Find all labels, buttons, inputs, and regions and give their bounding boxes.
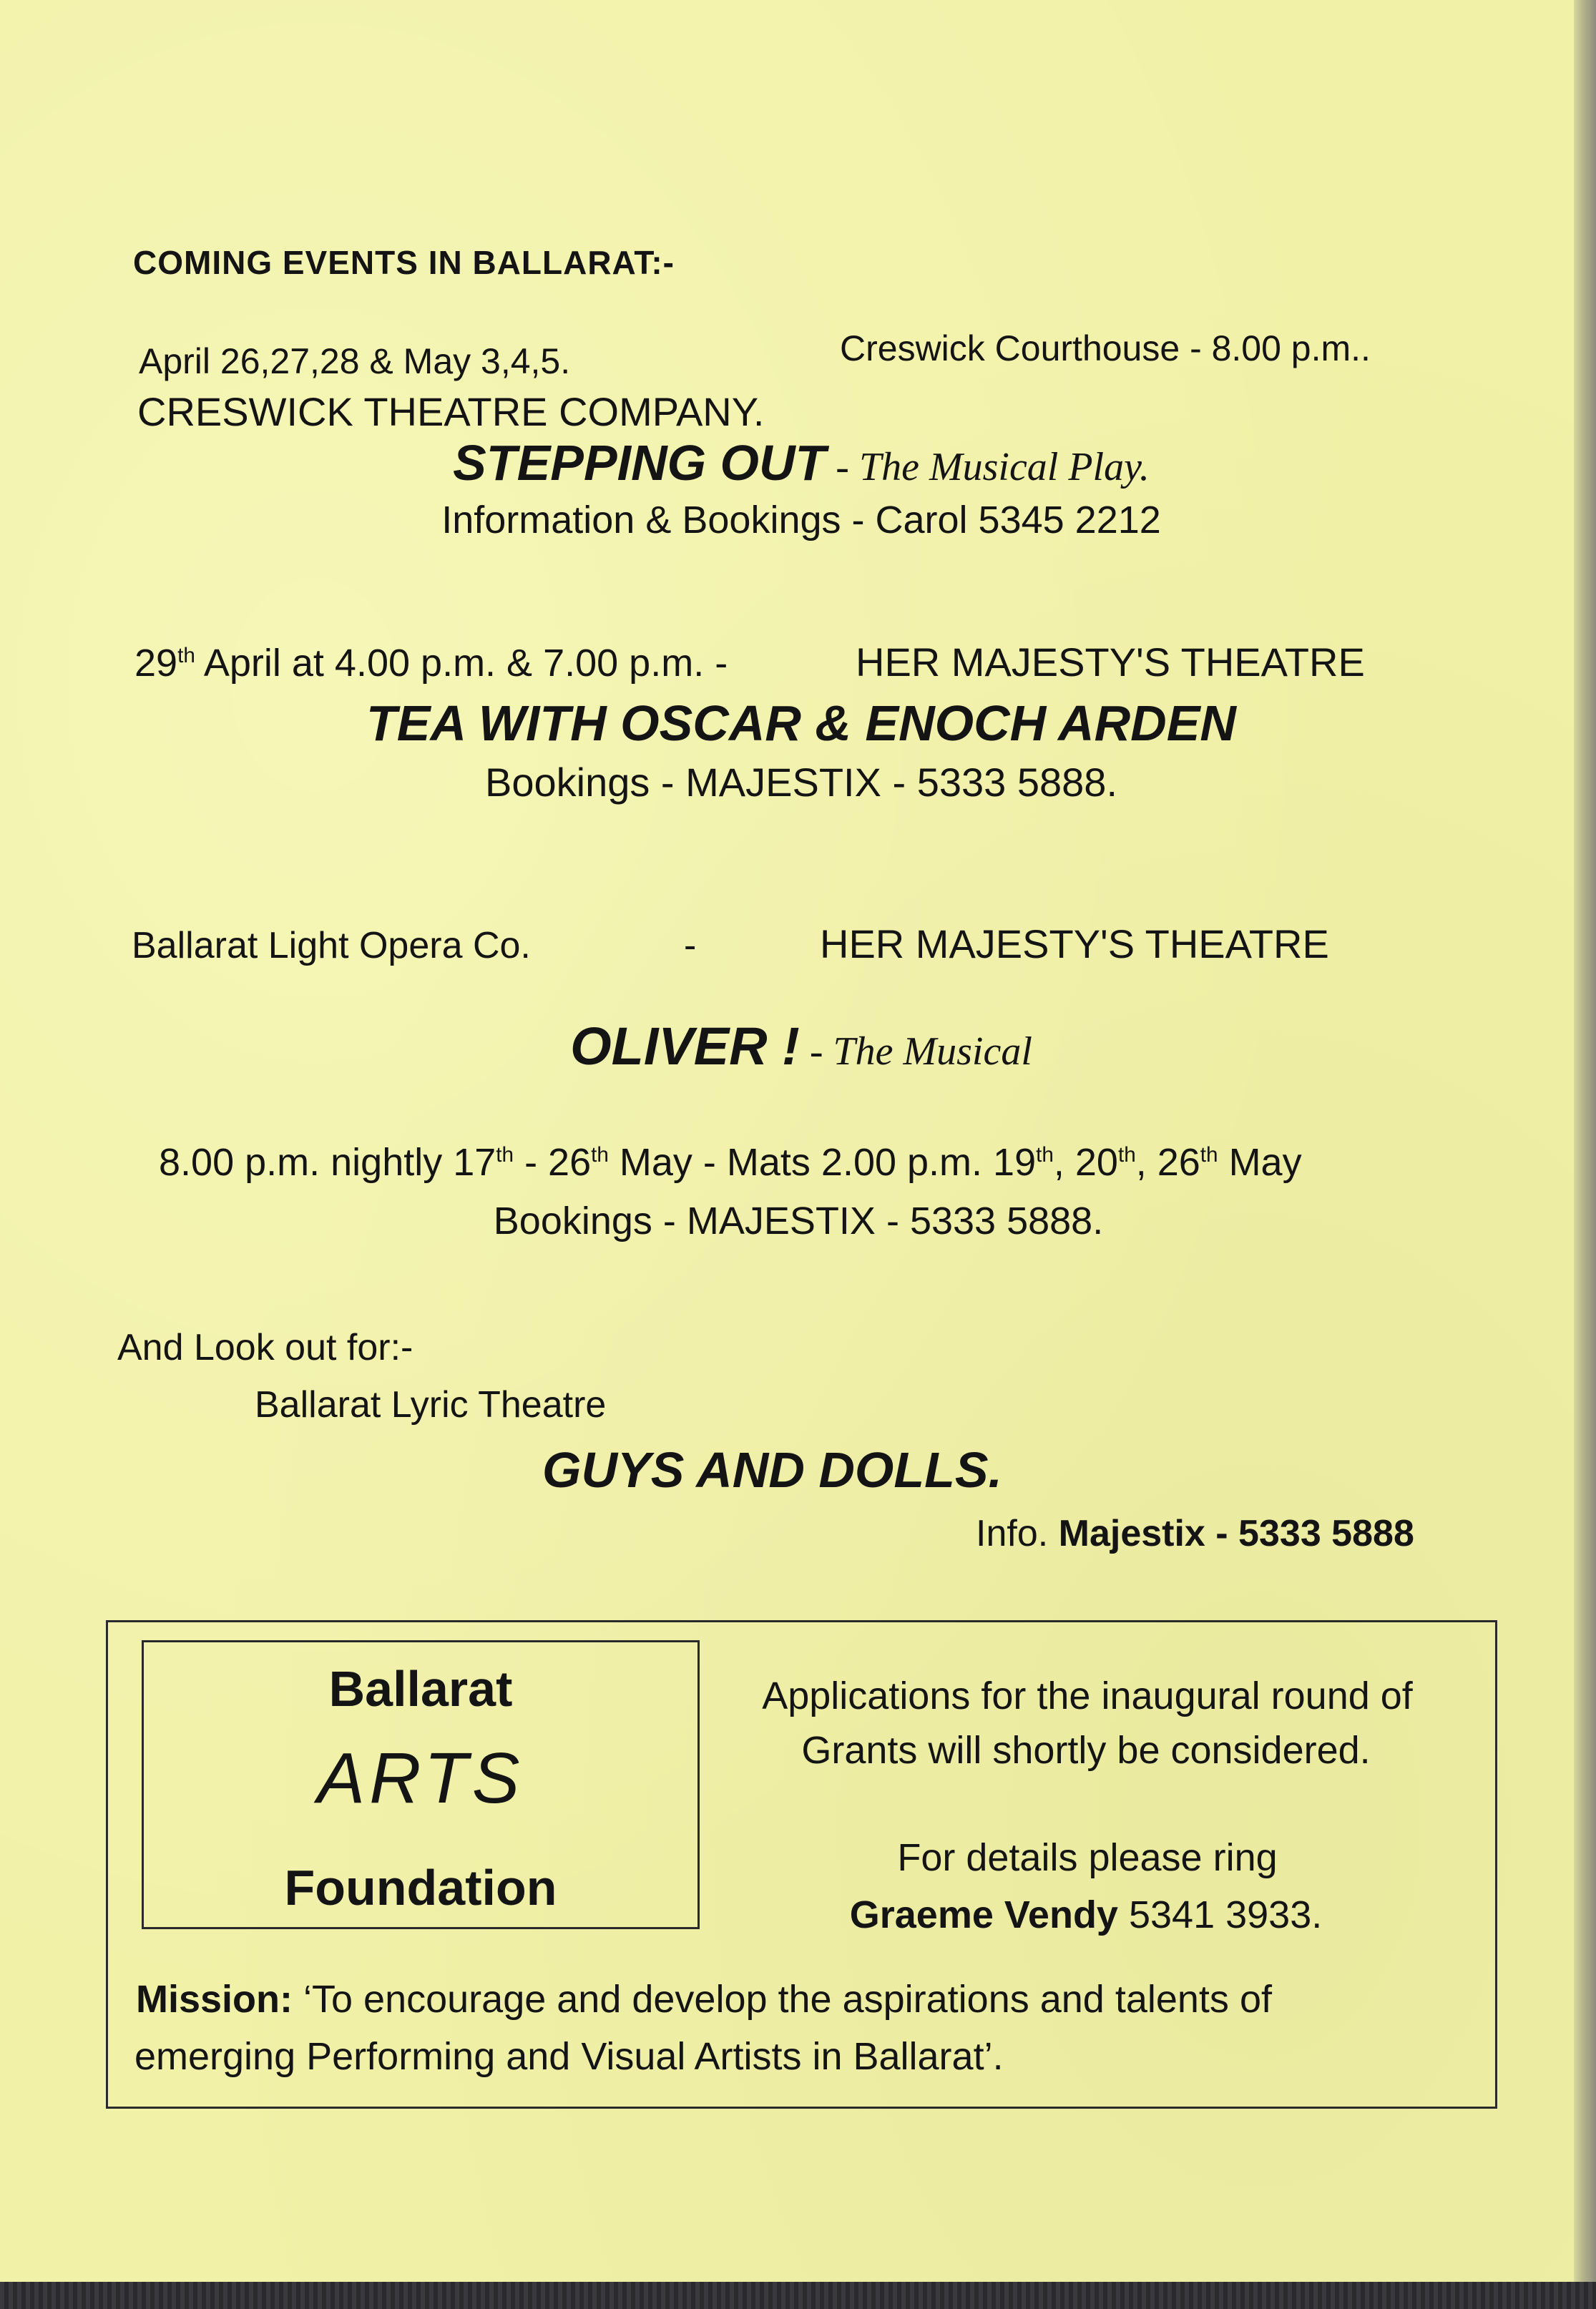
page-edge (1574, 0, 1596, 2282)
event3-schedule-part: , 26 (1135, 1141, 1200, 1184)
logo-ballarat: Ballarat (328, 1661, 513, 1717)
event3-schedule (159, 1143, 1302, 1182)
event1-info: Information & Bookings - Carol 5345 2212 (441, 499, 1161, 541)
details-line1: For details please ring (897, 1836, 1278, 1879)
logo-arts: ARTS (317, 1738, 524, 1818)
event3-show-suffix: - The Musical (799, 1029, 1032, 1074)
event3-schedule-part: - 26 (514, 1141, 592, 1184)
lookout-info (976, 1515, 1414, 1552)
event3-bookings: Bookings - MAJESTIX - 5333 5888. (493, 1200, 1104, 1242)
event3-schedule-sup: th (591, 1143, 609, 1167)
applications-line2: Grants will shortly be considered. (801, 1729, 1371, 1772)
mission-line1 (136, 1980, 1272, 2019)
event1-company: CRESWICK THEATRE COMPANY. (137, 389, 765, 434)
event3-schedule-part: May (1218, 1141, 1302, 1184)
details-contact (849, 1893, 1323, 1936)
logo-foundation: Foundation (284, 1860, 557, 1916)
event3-show-title: OLIVER ! (570, 1016, 800, 1076)
event2-show-title: TEA WITH OSCAR & ENOCH ARDEN (366, 695, 1236, 751)
event2-date (134, 642, 728, 685)
lookout-info-bold: Majestix - 5333 5888 (1058, 1513, 1414, 1554)
event3-schedule-sup: th (496, 1143, 514, 1167)
event3-venue: HER MAJESTY'S THEATRE (820, 921, 1329, 966)
event1-show-suffix: - The Musical Play. (826, 445, 1150, 489)
mission-label: Mission: (136, 1978, 293, 2021)
event3-company: Ballarat Light Opera Co. (132, 925, 531, 966)
lookout-show-title: GUYS AND DOLLS. (542, 1442, 1002, 1498)
event3-schedule-sup: th (1200, 1143, 1218, 1167)
event3-schedule-sup: th (1117, 1143, 1136, 1167)
event2-date-day: 29 (134, 642, 178, 685)
mission-line2: emerging Performing and Visual Artists in Ballarat’. (134, 2035, 1004, 2078)
event1-show-title: STEPPING OUT (453, 435, 826, 491)
lookout-label: And Look out for:- (117, 1327, 413, 1368)
event2-date-sup: th (177, 644, 195, 667)
event2-date-rest: April at 4.00 p.m. & 7.00 p.m. - (195, 642, 728, 685)
event1-show-line (453, 435, 1150, 491)
applications-line1: Applications for the inaugural round of (762, 1675, 1413, 1717)
event3-schedule-part: 8.00 p.m. nightly 17 (159, 1141, 496, 1184)
lookout-info-prefix: Info. (976, 1513, 1059, 1554)
event1-venue: Creswick Courthouse - 8.00 p.m.. (840, 328, 1371, 368)
event3-schedule-part: May - Mats 2.00 p.m. 19 (608, 1141, 1037, 1184)
event3-schedule-sup: th (1036, 1143, 1054, 1167)
page-heading: COMING EVENTS IN BALLARAT:- (133, 244, 675, 281)
lookout-company: Ballarat Lyric Theatre (255, 1384, 607, 1426)
event2-venue: HER MAJESTY'S THEATRE (856, 639, 1365, 685)
event3-schedule-part: , 20 (1053, 1141, 1118, 1184)
mission-text: ‘To encourage and develop the aspirations and talents of (293, 1978, 1272, 2021)
event2-bookings: Bookings - MAJESTIX - 5333 5888. (485, 760, 1117, 805)
details-name: Graeme Vendy (849, 1893, 1118, 1936)
details-phone: 5341 3933. (1117, 1893, 1323, 1936)
event3-dash: - (684, 925, 697, 966)
event3-show-line (570, 1016, 1032, 1076)
background-surface (0, 2282, 1596, 2309)
event1-dates: April 26,27,28 & May 3,4,5. (139, 341, 571, 381)
